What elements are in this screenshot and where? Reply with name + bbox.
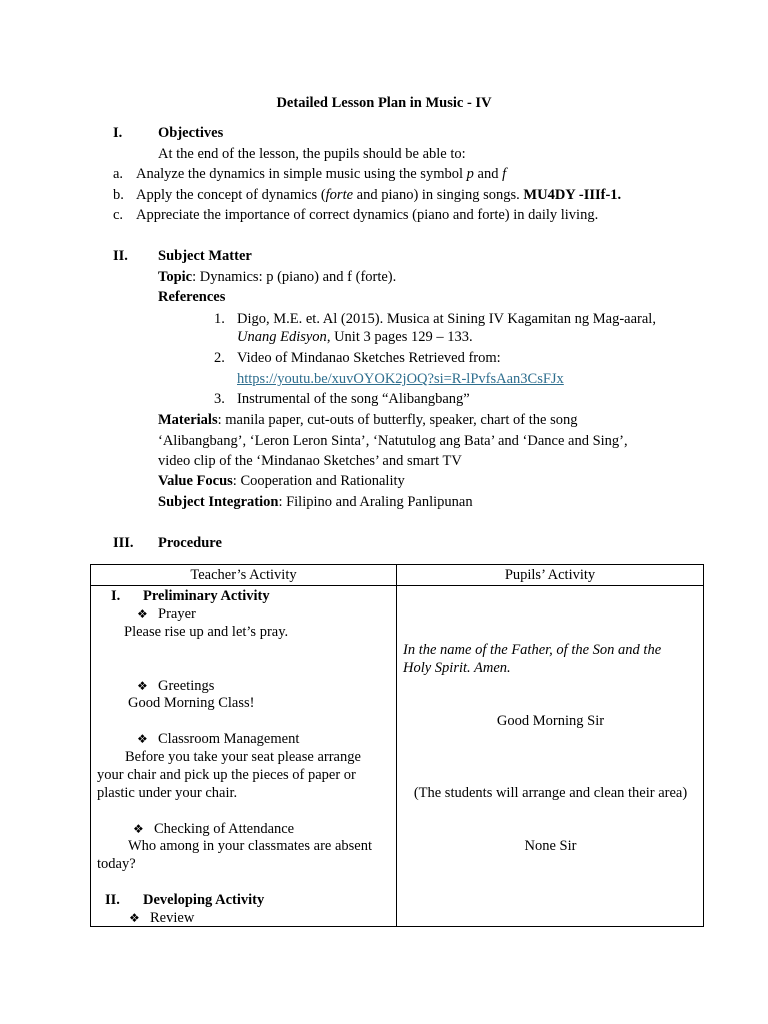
- procedure-heading: Procedure: [158, 535, 222, 551]
- pupils-prayer-line1: In the name of the Father, of the Son and the: [403, 642, 662, 658]
- materials-line1: Materials: manila paper, cut-outs of butterfly, speaker, chart of the song: [158, 412, 578, 428]
- greetings-text: Good Morning Class!: [128, 695, 255, 711]
- reference-number: 2.: [214, 350, 225, 366]
- materials-line3: video clip of the ‘Mindanao Sketches’ and smart TV: [158, 453, 462, 469]
- objective-letter: b.: [113, 187, 124, 203]
- materials-line2: ‘Alibangbang’, ‘Leron Leron Sinta’, ‘Natutulog ang Bata’ and ‘Dance and Sing’,: [158, 433, 628, 449]
- teacher-activity-header: Teacher’s Activity: [91, 565, 397, 586]
- classroom-management-line2: your chair and pick up the pieces of paper or: [97, 767, 356, 783]
- classroom-management-line3: plastic under your chair.: [97, 785, 238, 801]
- developing-heading: Developing Activity: [143, 892, 265, 908]
- classroom-management-label: Classroom Management: [158, 731, 300, 747]
- objective-item-c: Appreciate the importance of correct dynamics (piano and forte) in daily living.: [136, 207, 599, 223]
- objective-letter: c.: [113, 207, 124, 223]
- objective-item-b: Apply the concept of dynamics (forte and piano) in singing songs. MU4DY -IIIf-1.: [136, 187, 622, 203]
- reference-1-line1: Digo, M.E. et. Al (2015). Musica at Sining IV Kagamitan ng Mag-aaral,: [237, 311, 656, 327]
- diamond-bullet-icon: ❖: [137, 732, 148, 746]
- pupils-attendance: None Sir: [524, 838, 577, 854]
- diamond-bullet-icon: ❖: [137, 679, 148, 693]
- video-link[interactable]: https://youtu.be/xuvOYOK2jOQ?si=R-lPvfsAan3CsFJx: [237, 371, 564, 387]
- subject-matter-numeral: II.: [113, 248, 128, 264]
- integration-line: Subject Integration: Filipino and Araling Panlipunan: [158, 494, 473, 510]
- review-label: Review: [150, 910, 195, 926]
- document-title: Detailed Lesson Plan in Music - IV: [276, 95, 492, 111]
- attendance-line1: Who among in your classmates are absent: [128, 838, 373, 854]
- objectives-numeral: I.: [113, 125, 123, 141]
- prayer-text: Please rise up and let’s pray.: [124, 624, 289, 640]
- procedure-table: [90, 564, 704, 927]
- attendance-line2: today?: [97, 856, 136, 872]
- objectives-intro: At the end of the lesson, the pupils should be able to:: [158, 146, 466, 162]
- pupils-greeting: Good Morning Sir: [496, 713, 605, 729]
- developing-numeral: II.: [105, 892, 120, 908]
- objective-item-a: Analyze the dynamics in simple music using the symbol p and f: [136, 166, 507, 182]
- subject-matter-heading: Subject Matter: [158, 248, 252, 264]
- pupils-prayer-line2: Holy Spirit. Amen.: [403, 660, 511, 676]
- prelim-heading: Preliminary Activity: [143, 588, 270, 604]
- references-heading: References: [158, 289, 226, 305]
- diamond-bullet-icon: ❖: [129, 911, 140, 925]
- attendance-label: Checking of Attendance: [154, 821, 295, 837]
- topic-line: Topic: Dynamics: p (piano) and f (forte).: [158, 269, 397, 285]
- value-focus-line: Value Focus: Cooperation and Rationality: [158, 473, 405, 489]
- objective-letter: a.: [113, 166, 124, 182]
- pupils-activity-cell: [397, 586, 704, 927]
- competency-code: MU4DY -IIIf-1.: [523, 187, 622, 203]
- teacher-activity-cell: [91, 586, 397, 927]
- greetings-label: Greetings: [158, 678, 215, 694]
- prelim-numeral: I.: [111, 588, 121, 604]
- video-link-wrap: [237, 370, 564, 388]
- reference-1-line2: Unang Edisyon, Unit 3 pages 129 – 133.: [237, 329, 473, 345]
- reference-2-line1: Video of Mindanao Sketches Retrieved from:: [237, 350, 501, 366]
- reference-3-line1: Instrumental of the song “Alibangbang”: [237, 391, 470, 407]
- pupils-classroom-management: (The students will arrange and clean their area): [413, 785, 688, 801]
- reference-number: 3.: [214, 391, 225, 407]
- reference-number: 1.: [214, 311, 225, 327]
- diamond-bullet-icon: ❖: [133, 822, 144, 836]
- procedure-numeral: III.: [113, 535, 134, 551]
- objectives-heading: Objectives: [158, 125, 224, 141]
- pupils-activity-header: Pupils’ Activity: [397, 565, 704, 586]
- diamond-bullet-icon: ❖: [137, 607, 148, 621]
- classroom-management-line1: Before you take your seat please arrange: [125, 749, 361, 765]
- prayer-label: Prayer: [158, 606, 196, 622]
